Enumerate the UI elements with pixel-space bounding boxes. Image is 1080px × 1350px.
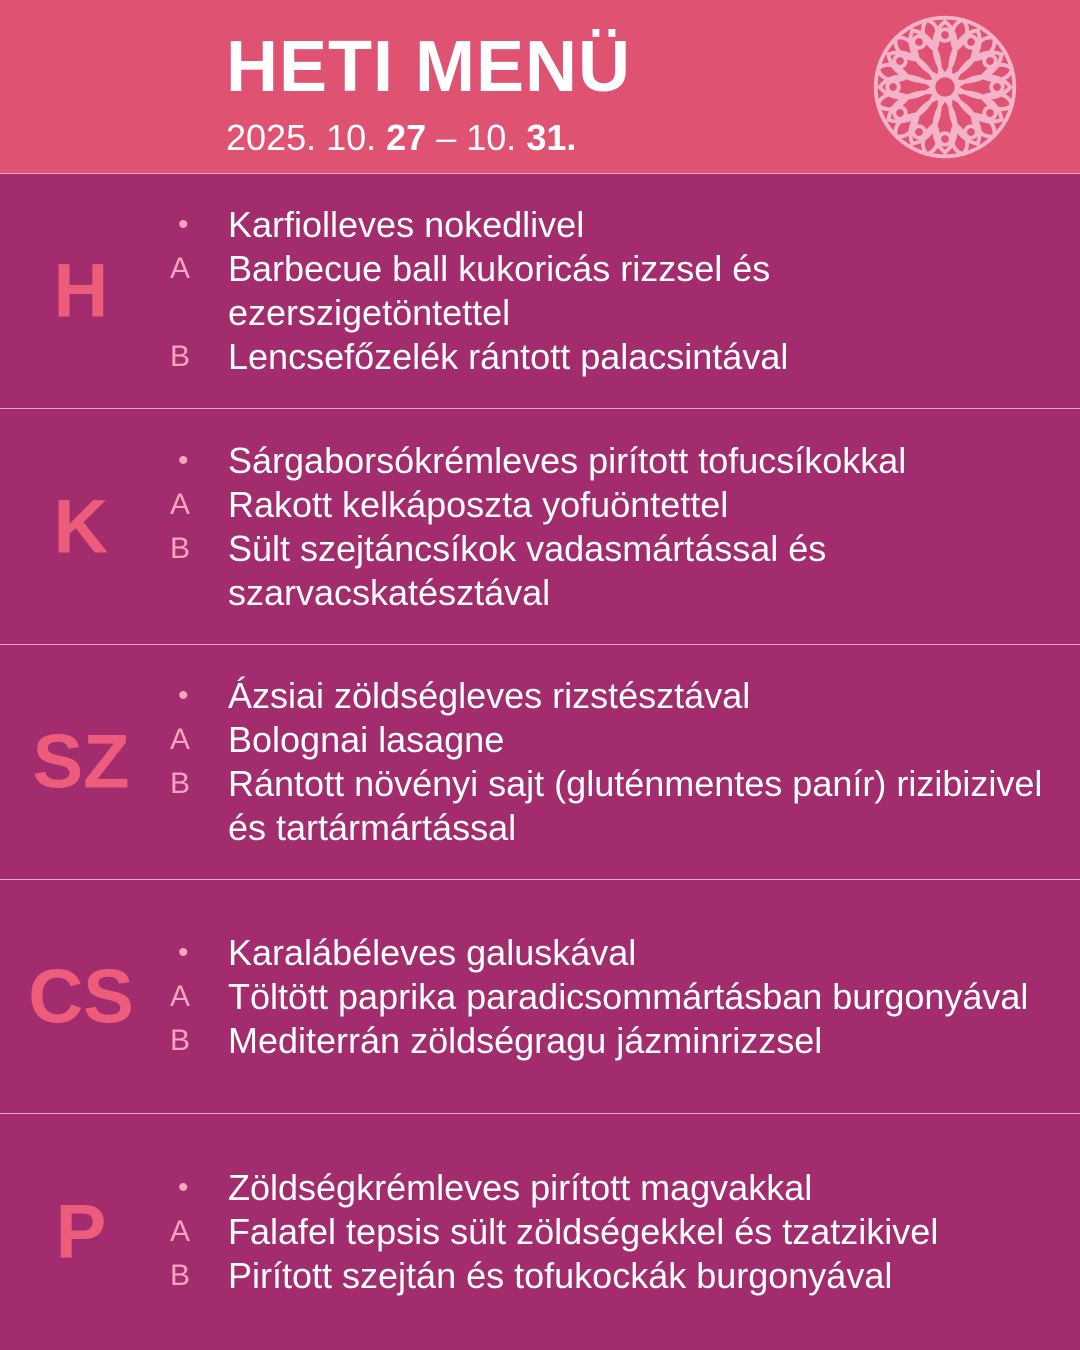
option-marker: B bbox=[170, 767, 191, 800]
header bbox=[0, 0, 1080, 173]
date-start-day: 27 bbox=[386, 117, 427, 158]
option-marker: A bbox=[170, 979, 191, 1013]
dish-name: Bolognai lasagne bbox=[228, 719, 505, 760]
day-section bbox=[0, 644, 1080, 879]
option-marker: • bbox=[178, 679, 189, 712]
dish-name: Sült szejtáncsíkok vadasmártással és szarvacskatésztával bbox=[228, 527, 827, 613]
menu-item bbox=[168, 247, 1048, 335]
menu-item bbox=[168, 527, 1048, 615]
dish-name: Rakott kelkáposzta yofuöntettel bbox=[228, 483, 729, 525]
menu-items bbox=[168, 1166, 1048, 1298]
menu-item bbox=[168, 335, 1048, 379]
dish-name: Pirított szejtán és tofukockák burgonyával bbox=[228, 1255, 893, 1296]
day-letter: K bbox=[53, 484, 109, 569]
option-marker: A bbox=[170, 487, 191, 521]
option-marker: B bbox=[170, 531, 191, 565]
dish-name: Lencsefőzelék rántott palacsintával bbox=[228, 336, 789, 377]
option-marker: • bbox=[178, 443, 189, 477]
dish-name: Töltött paprika paradicsommártásban burgonyával bbox=[228, 975, 1029, 1017]
option-marker: A bbox=[170, 252, 191, 285]
page-title: HETI MENÜ bbox=[226, 27, 631, 107]
date-separator: – 10. bbox=[436, 117, 517, 158]
menu-item bbox=[168, 674, 1048, 718]
day-letter: SZ bbox=[32, 719, 130, 805]
dish-name: Mediterrán zöldségragu jázminrizzsel bbox=[228, 1019, 823, 1061]
option-marker: • bbox=[178, 208, 189, 241]
menu-item bbox=[168, 203, 1048, 247]
menu-item bbox=[168, 1166, 1048, 1210]
day-letter: H bbox=[53, 248, 109, 334]
date-range bbox=[226, 116, 576, 160]
dish-name: Falafel tepsis sült zöldségekkel és tzatzikivel bbox=[228, 1211, 939, 1252]
day-section bbox=[0, 173, 1080, 408]
menu-item bbox=[168, 1254, 1048, 1298]
menu-item bbox=[168, 762, 1048, 850]
menu-item bbox=[168, 1210, 1048, 1254]
dish-name: Karfiolleves nokedlivel bbox=[228, 204, 585, 245]
dish-name: Sárgaborsókrémleves pirított tofucsíkokkal bbox=[228, 439, 907, 481]
dish-name: Karalábéleves galuskával bbox=[228, 931, 637, 973]
option-marker: • bbox=[178, 1171, 189, 1204]
menu-items bbox=[168, 439, 1048, 615]
option-marker: B bbox=[170, 1023, 191, 1057]
dish-name: Rántott növényi sajt (gluténmentes panír) rizibizivel és tartármártással bbox=[228, 763, 1043, 848]
dish-name: Ázsiai zöldségleves rizstésztával bbox=[228, 675, 751, 716]
dish-name: Zöldségkrémleves pirított magvakkal bbox=[228, 1167, 813, 1208]
option-marker: B bbox=[170, 340, 191, 373]
day-section bbox=[0, 1113, 1080, 1350]
day-letter: CS bbox=[28, 954, 134, 1039]
option-marker: • bbox=[178, 935, 189, 969]
menu-item bbox=[168, 483, 1048, 527]
rosette-logo-icon bbox=[868, 10, 1022, 164]
menu-items bbox=[168, 203, 1048, 379]
menu-item bbox=[168, 439, 1048, 483]
menu-item bbox=[168, 931, 1048, 975]
menu-item bbox=[168, 1019, 1048, 1063]
date-prefix: 2025. 10. bbox=[226, 117, 377, 158]
menu-items bbox=[168, 674, 1048, 850]
day-section bbox=[0, 879, 1080, 1113]
option-marker: A bbox=[170, 1215, 191, 1248]
option-marker: A bbox=[170, 723, 191, 756]
menu-items bbox=[168, 931, 1048, 1063]
date-end-day: 31. bbox=[526, 117, 577, 158]
option-marker: B bbox=[170, 1259, 191, 1292]
day-letter: P bbox=[55, 1189, 107, 1275]
dish-name: Barbecue ball kukoricás rizzsel és ezerszigetöntettel bbox=[228, 248, 771, 333]
day-section bbox=[0, 408, 1080, 644]
menu-item bbox=[168, 718, 1048, 762]
menu-item bbox=[168, 975, 1048, 1019]
